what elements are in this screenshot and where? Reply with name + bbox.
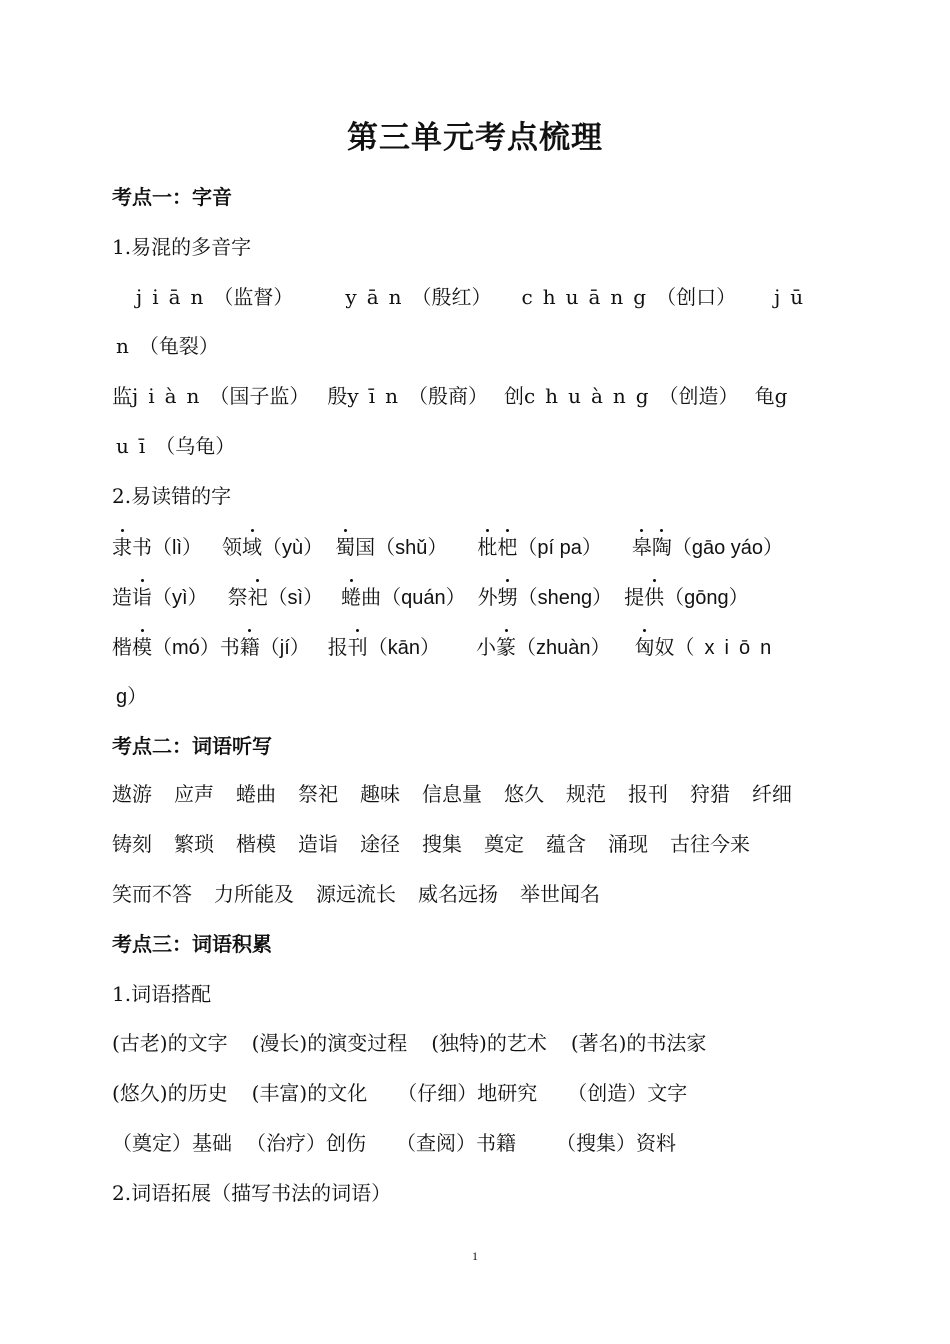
word-row: 笑而不答 力所能及 源远流长 威名远扬 举世闻名 xyxy=(112,882,600,906)
section-heading: 考点二：词语听写 xyxy=(112,734,272,758)
collocation-row: (古老)的文字 (漫长)的演变过程 (独特)的艺术 (著名)的书法家 xyxy=(112,1031,707,1055)
polyphone-row-wrap: n（龟裂） xyxy=(116,334,219,358)
polyphone-row-wrap: uī（乌龟） xyxy=(116,434,236,458)
section-heading: 考点一：字音 xyxy=(112,185,232,209)
sub-heading: 1.易混的多音字 xyxy=(112,235,252,259)
page-number: 1 xyxy=(472,1249,478,1263)
misread-row: 造诣（yì） 祭祀（sì） 蜷曲（quán） 外甥（sheng） 提供（gōng） xyxy=(112,585,749,609)
misread-row: 楷模（mó）书籍（jí） 报刊（kān） 小篆（zhuàn） 匈奴（xiōn xyxy=(112,635,782,659)
word-row: 遨游 应声 蜷曲 祭祀 趣味 信息量 悠久 规范 报刊 狩猎 纤细 xyxy=(112,782,792,806)
collocation-row: (悠久)的历史 (丰富)的文化 （仔细）地研究 （创造）文字 xyxy=(112,1081,688,1105)
polyphone-row: jiān（监督） yān（殷红） chuāng（创口） jū xyxy=(136,285,814,309)
collocation-row: （奠定）基础 （治疗）创伤 （查阅）书籍 （搜集）资料 xyxy=(112,1131,676,1155)
page-title: 第三单元考点梳理 xyxy=(347,120,603,156)
sub-heading: 2.易读错的字 xyxy=(112,484,232,508)
misread-row: 隶书（lì） 领域（yù） 蜀国（shǔ） 枇杷（pí pa） 皋陶（gāo yáo） xyxy=(112,535,784,559)
sub-heading: 2.词语拓展（描写书法的词语） xyxy=(112,1181,392,1205)
word-row: 铸刻 繁琐 楷模 造诣 途径 搜集 奠定 蕴含 涌现 古往今来 xyxy=(112,832,750,856)
misread-row-wrap: g） xyxy=(116,686,148,708)
section-heading: 考点三：词语积累 xyxy=(112,932,272,956)
polyphone-row: 监jiàn（国子监） 殷yīn（殷商） 创chuàng（创造） 龟g xyxy=(112,384,798,408)
sub-heading: 1.词语搭配 xyxy=(112,982,212,1006)
